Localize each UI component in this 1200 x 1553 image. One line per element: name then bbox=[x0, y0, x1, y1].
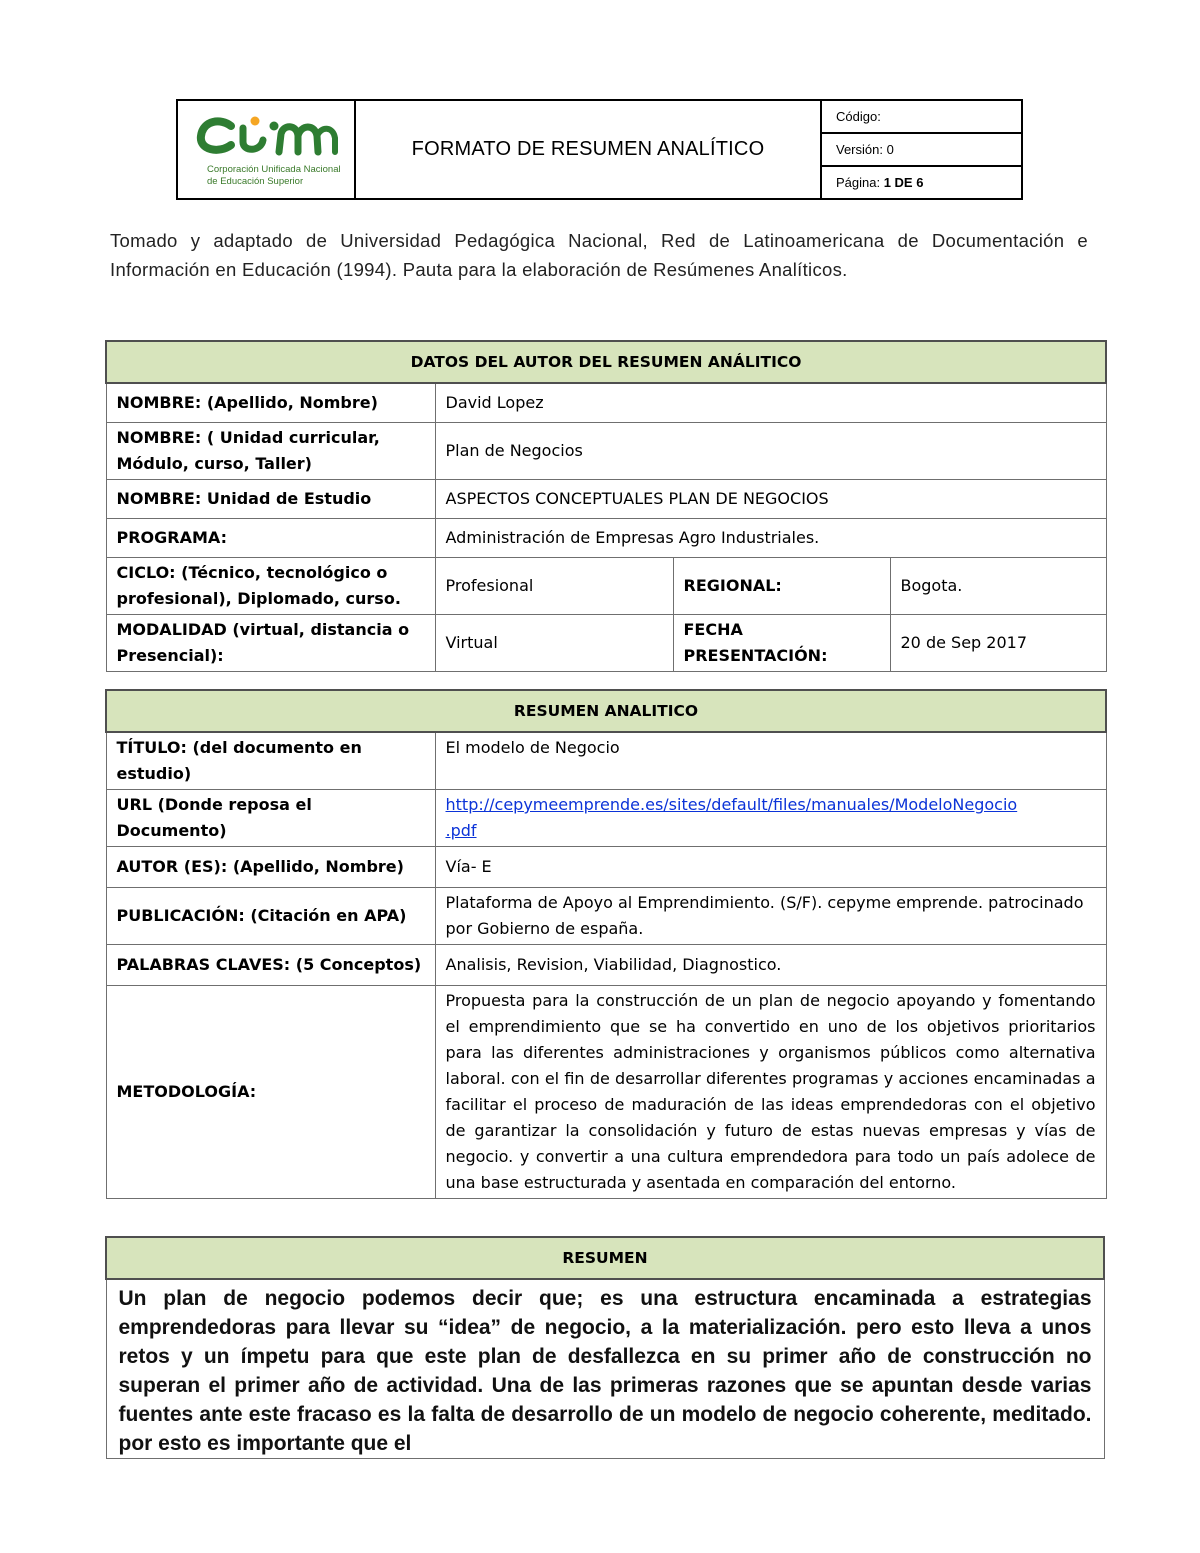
autores-value: Vía- E bbox=[435, 847, 1106, 888]
pagina-value: 1 DE 6 bbox=[883, 175, 924, 190]
codigo-field: Código: bbox=[821, 100, 1022, 133]
version-field: Versión: 0 bbox=[821, 133, 1022, 166]
publicacion-label: PUBLICACIÓN: (Citación en APA) bbox=[106, 888, 435, 945]
autor-table bbox=[105, 340, 1107, 672]
unidad-estudio-label bbox=[106, 480, 435, 519]
modalidad-label: MODALIDAD (virtual, distancia o Presencial): bbox=[106, 615, 435, 672]
logo-subtitle-line1: Corporación Unificada Nacional bbox=[207, 163, 341, 175]
url-value bbox=[435, 790, 1106, 847]
logo-subtitle-line2: de Educación Superior bbox=[207, 175, 304, 187]
resumen-body: Un plan de negocio podemos decir que; es una estructura encaminada a estrategias emprendedoras para llevar su “idea” de negocio, a la materialización. pero esto lleva a unos retos y un ímpetu para que este plan de desfallezca en su primer año de construcción no superan el primer año de actividad. Una de las primeras razones que se apuntan desde varias fuentes ante este fracaso es la falta de desarrollo de un modelo de negocio coherente, meditado. por esto es importante que el bbox=[106, 1279, 1104, 1459]
regional-value: Bogota. bbox=[890, 558, 1106, 615]
metodologia-label: METODOLOGÍA: bbox=[106, 986, 435, 1199]
ciclo-value: Profesional bbox=[435, 558, 673, 615]
autores-label: AUTOR (ES): (Apellido, Nombre) bbox=[106, 847, 435, 888]
ciclo-label: CICLO: (Técnico, tecnológico o profesional), Diplomado, curso. bbox=[106, 558, 435, 615]
palabras-claves-label: PALABRAS CLAVES: (5 Conceptos) bbox=[106, 945, 435, 986]
pagina-field bbox=[821, 166, 1022, 199]
metodologia-value: Propuesta para la construcción de un plan de negocio apoyando y fomentando el emprendimiento que se ha convertido en uno de los objetivos prioritarios para las diferentes administraciones y organismos públicos como alternativa laboral. con el fin de desarrollar diferentes programas y acciones encaminadas a facilitar el proceso de maduración de las ideas emprendedoras con el objetivo de garantizar la consolidación y futuro de estas nuevas empresas y vías de negocio. y convertir a una cultura emprendedora para todo un país adolece de una base estructurada y asentada en comparación del entorno. bbox=[435, 986, 1106, 1199]
cun-logo-icon bbox=[191, 112, 341, 160]
unidad-curricular-label: NOMBRE: ( Unidad curricular, Módulo, curso, Taller) bbox=[106, 423, 435, 480]
titulo-label: TÍTULO: (del documento en estudio) bbox=[106, 732, 435, 790]
programa-label: PROGRAMA: bbox=[106, 519, 435, 558]
unidad-estudio-label-bold: NOMBRE: bbox=[116, 489, 202, 508]
document-title: FORMATO DE RESUMEN ANALÍTICO bbox=[355, 100, 821, 199]
palabras-claves-value: Analisis, Revision, Viabilidad, Diagnostico. bbox=[435, 945, 1106, 986]
programa-value: Administración de Empresas Agro Industriales. bbox=[435, 519, 1106, 558]
cun-logo bbox=[191, 112, 341, 188]
unidad-estudio-label-rest: Unidad de Estudio bbox=[201, 489, 372, 508]
document-url-link[interactable] bbox=[446, 795, 1018, 840]
autor-heading: DATOS DEL AUTOR DEL RESUMEN ANÁLITICO bbox=[106, 341, 1106, 383]
publicacion-value: Plataforma de Apoyo al Emprendimiento. (S/F). cepyme emprende. patrocinado por Gobierno de españa. bbox=[435, 888, 1106, 945]
intro-paragraph: Tomado y adaptado de Universidad Pedagógica Nacional, Red de Latinoamericana de Documentación e Información en Educación (1994). Pauta para la elaboración de Resúmenes Analíticos. bbox=[110, 230, 1088, 280]
fecha-label: FECHA PRESENTACIÓN: bbox=[673, 615, 890, 672]
url-label: URL (Donde reposa el Documento) bbox=[106, 790, 435, 847]
fecha-value: 20 de Sep 2017 bbox=[890, 615, 1106, 672]
unidad-estudio-value: ASPECTOS CONCEPTUALES PLAN DE NEGOCIOS bbox=[435, 480, 1106, 519]
nombre-label: NOMBRE: (Apellido, Nombre) bbox=[106, 383, 435, 423]
modalidad-value: Virtual bbox=[435, 615, 673, 672]
document-header bbox=[176, 99, 1023, 200]
logo-cell bbox=[177, 100, 355, 199]
nombre-value: David Lopez bbox=[435, 383, 1106, 423]
resumen-heading: RESUMEN bbox=[106, 1237, 1104, 1279]
url-line1: http://cepymeemprende.es/sites/default/files/manuales/ModeloNegocio bbox=[445, 795, 1018, 814]
resumen-analitico-heading: RESUMEN ANALITICO bbox=[106, 690, 1106, 732]
url-line2: .pdf bbox=[445, 821, 477, 840]
regional-label: REGIONAL: bbox=[673, 558, 890, 615]
titulo-value: El modelo de Negocio bbox=[435, 732, 1106, 790]
unidad-curricular-value: Plan de Negocios bbox=[435, 423, 1106, 480]
pagina-label: Página: bbox=[836, 175, 884, 190]
resumen-table bbox=[105, 1236, 1105, 1459]
resumen-analitico-table bbox=[105, 689, 1107, 1199]
